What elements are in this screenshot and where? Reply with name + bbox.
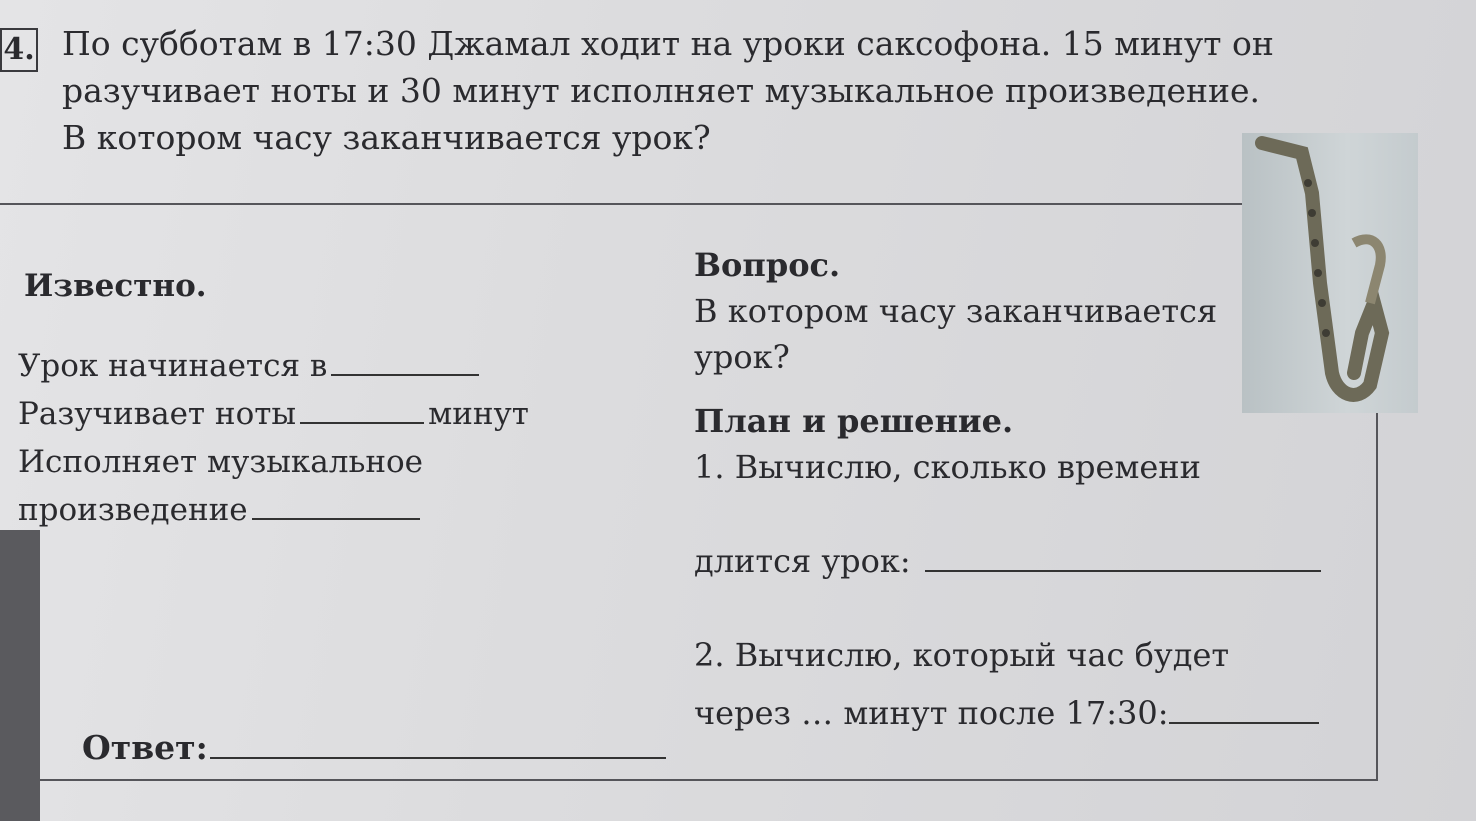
field-perform-time <box>18 438 529 486</box>
duration-blank[interactable] <box>925 550 1321 572</box>
plan-step-1-cont <box>694 538 1325 584</box>
question-heading: Вопрос. <box>694 246 841 284</box>
piece-label: произведение <box>18 492 248 528</box>
question-line: урок? <box>694 338 790 376</box>
task-statement <box>62 20 1292 161</box>
task-line: разучивает ноты и 30 минут исполняет музыкальное произведение. <box>62 71 1261 110</box>
start-time-blank[interactable] <box>331 354 479 376</box>
page-edge-shadow <box>0 530 40 821</box>
notes-label: Разучивает ноты <box>18 396 297 432</box>
plan-step-1: 1. Вычислю, сколько времени <box>694 448 1201 486</box>
answer-blank[interactable] <box>210 737 666 759</box>
plan-step-2-cont <box>694 690 1325 736</box>
plan-step-2: 2. Вычислю, который час будет <box>694 636 1230 674</box>
known-fields <box>18 342 529 534</box>
question-line: В котором часу заканчивается <box>694 292 1218 330</box>
perform-label: Исполняет музыкальное <box>18 444 424 480</box>
task-number: 4. <box>0 28 38 72</box>
field-notes-time <box>18 390 529 438</box>
known-heading: Известно. <box>24 268 207 304</box>
minutes-label: минут <box>428 396 529 432</box>
answer-row <box>82 728 670 767</box>
plan-heading: План и решение. <box>694 402 1014 440</box>
task-line: По субботам в 17:30 Джамал ходит на уроки саксофона. 15 минут он <box>62 24 1274 63</box>
answer-label: Ответ: <box>82 728 208 767</box>
field-perform-time-cont <box>18 486 529 534</box>
notes-minutes-blank[interactable] <box>300 402 424 424</box>
field-start-time <box>18 342 529 390</box>
duration-label: длится урок: <box>694 542 911 580</box>
end-time-blank[interactable] <box>1169 702 1319 724</box>
end-time-label: через … минут после 17:30: <box>694 694 1169 732</box>
question-plan-column <box>694 242 1325 736</box>
start-label: Урок начинается в <box>18 348 328 384</box>
perform-minutes-blank[interactable] <box>252 498 420 520</box>
task-line: В котором часу заканчивается урок? <box>62 118 711 157</box>
